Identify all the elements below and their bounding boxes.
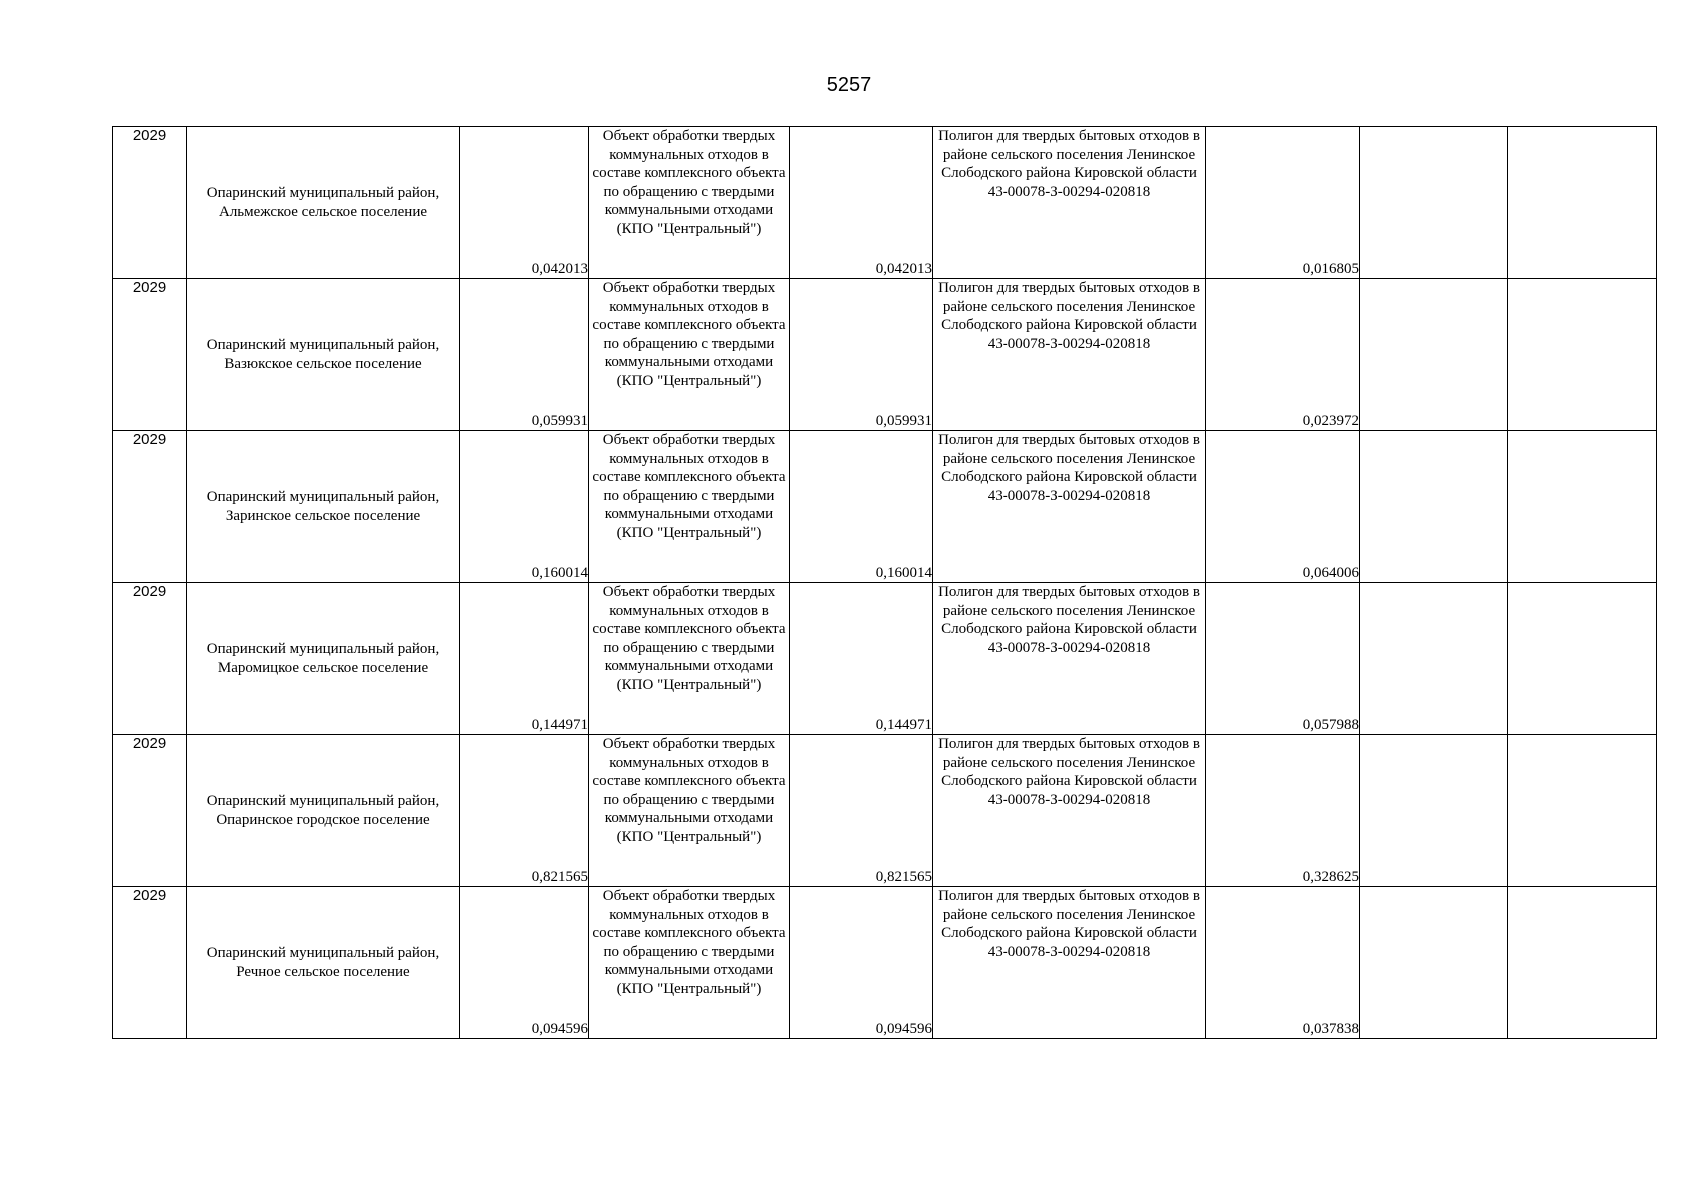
disposal-object-cell: Полигон для твердых бытовых отходов в районе сельского поселения Ленинское Слободского района Кировской области 43-00078-З-00294-020818 — [933, 583, 1206, 735]
empty-cell — [1508, 127, 1657, 279]
municipality-cell: Опаринский муниципальный район, Заринское сельское поселение — [187, 431, 460, 583]
empty-cell — [1360, 279, 1508, 431]
volume-2-cell: 0,821565 — [790, 735, 933, 887]
disposal-object-cell: Полигон для твердых бытовых отходов в районе сельского поселения Ленинское Слободского района Кировской области 43-00078-З-00294-020818 — [933, 887, 1206, 1039]
processing-object-cell: Объект обработки твердых коммунальных отходов в составе комплексного объекта по обращению с твердыми коммунальными отходами (КПО "Центральный") — [589, 127, 790, 279]
page-number: 5257 — [826, 74, 872, 96]
empty-cell — [1360, 735, 1508, 887]
volume-2-cell: 0,059931 — [790, 279, 933, 431]
empty-cell — [1508, 583, 1657, 735]
processing-object-cell: Объект обработки твердых коммунальных отходов в составе комплексного объекта по обращению с твердыми коммунальными отходами (КПО "Центральный") — [589, 887, 790, 1039]
volume-2-cell: 0,144971 — [790, 583, 933, 735]
municipality-cell: Опаринский муниципальный район, Речное сельское поселение — [187, 887, 460, 1039]
empty-cell — [1360, 431, 1508, 583]
disposal-object-cell: Полигон для твердых бытовых отходов в районе сельского поселения Ленинское Слободского района Кировской области 43-00078-З-00294-020818 — [933, 431, 1206, 583]
year-cell: 2029 — [113, 735, 187, 887]
processing-object-cell: Объект обработки твердых коммунальных отходов в составе комплексного объекта по обращению с твердыми коммунальными отходами (КПО "Центральный") — [589, 735, 790, 887]
year-cell: 2029 — [113, 279, 187, 431]
disposal-object-cell: Полигон для твердых бытовых отходов в районе сельского поселения Ленинское Слободского района Кировской области 43-00078-З-00294-020818 — [933, 279, 1206, 431]
volume-1-cell: 0,160014 — [460, 431, 589, 583]
volume-2-cell: 0,042013 — [790, 127, 933, 279]
year-cell: 2029 — [113, 887, 187, 1039]
volume-1-cell: 0,059931 — [460, 279, 589, 431]
disposal-object-cell: Полигон для твердых бытовых отходов в районе сельского поселения Ленинское Слободского района Кировской области 43-00078-З-00294-020818 — [933, 735, 1206, 887]
empty-cell — [1508, 735, 1657, 887]
empty-cell — [1508, 279, 1657, 431]
municipality-cell: Опаринский муниципальный район, Маромицкое сельское поселение — [187, 583, 460, 735]
year-cell: 2029 — [113, 583, 187, 735]
volume-3-cell: 0,064006 — [1206, 431, 1360, 583]
municipality-cell: Опаринский муниципальный район, Опаринское городское поселение — [187, 735, 460, 887]
empty-cell — [1360, 887, 1508, 1039]
volume-3-cell: 0,057988 — [1206, 583, 1360, 735]
table-row — [113, 583, 1657, 735]
empty-cell — [1360, 583, 1508, 735]
volume-2-cell: 0,094596 — [790, 887, 933, 1039]
volume-1-cell: 0,042013 — [460, 127, 589, 279]
year-cell: 2029 — [113, 431, 187, 583]
volume-3-cell: 0,016805 — [1206, 127, 1360, 279]
empty-cell — [1360, 127, 1508, 279]
table-row — [113, 431, 1657, 583]
processing-object-cell: Объект обработки твердых коммунальных отходов в составе комплексного объекта по обращению с твердыми коммунальными отходами (КПО "Центральный") — [589, 431, 790, 583]
table-row — [113, 735, 1657, 887]
volume-3-cell: 0,328625 — [1206, 735, 1360, 887]
volume-1-cell: 0,094596 — [460, 887, 589, 1039]
disposal-object-cell: Полигон для твердых бытовых отходов в районе сельского поселения Ленинское Слободского района Кировской области 43-00078-З-00294-020818 — [933, 127, 1206, 279]
table-row — [113, 127, 1657, 279]
municipality-cell: Опаринский муниципальный район, Вазюкское сельское поселение — [187, 279, 460, 431]
empty-cell — [1508, 431, 1657, 583]
volume-3-cell: 0,037838 — [1206, 887, 1360, 1039]
volume-1-cell: 0,821565 — [460, 735, 589, 887]
year-cell: 2029 — [113, 127, 187, 279]
municipality-cell: Опаринский муниципальный район, Альмежское сельское поселение — [187, 127, 460, 279]
empty-cell — [1508, 887, 1657, 1039]
processing-object-cell: Объект обработки твердых коммунальных отходов в составе комплексного объекта по обращению с твердыми коммунальными отходами (КПО "Центральный") — [589, 279, 790, 431]
volume-2-cell: 0,160014 — [790, 431, 933, 583]
volume-3-cell: 0,023972 — [1206, 279, 1360, 431]
table-row — [113, 279, 1657, 431]
waste-flow-table — [112, 126, 1657, 1039]
volume-1-cell: 0,144971 — [460, 583, 589, 735]
table-row — [113, 887, 1657, 1039]
processing-object-cell: Объект обработки твердых коммунальных отходов в составе комплексного объекта по обращению с твердыми коммунальными отходами (КПО "Центральный") — [589, 583, 790, 735]
